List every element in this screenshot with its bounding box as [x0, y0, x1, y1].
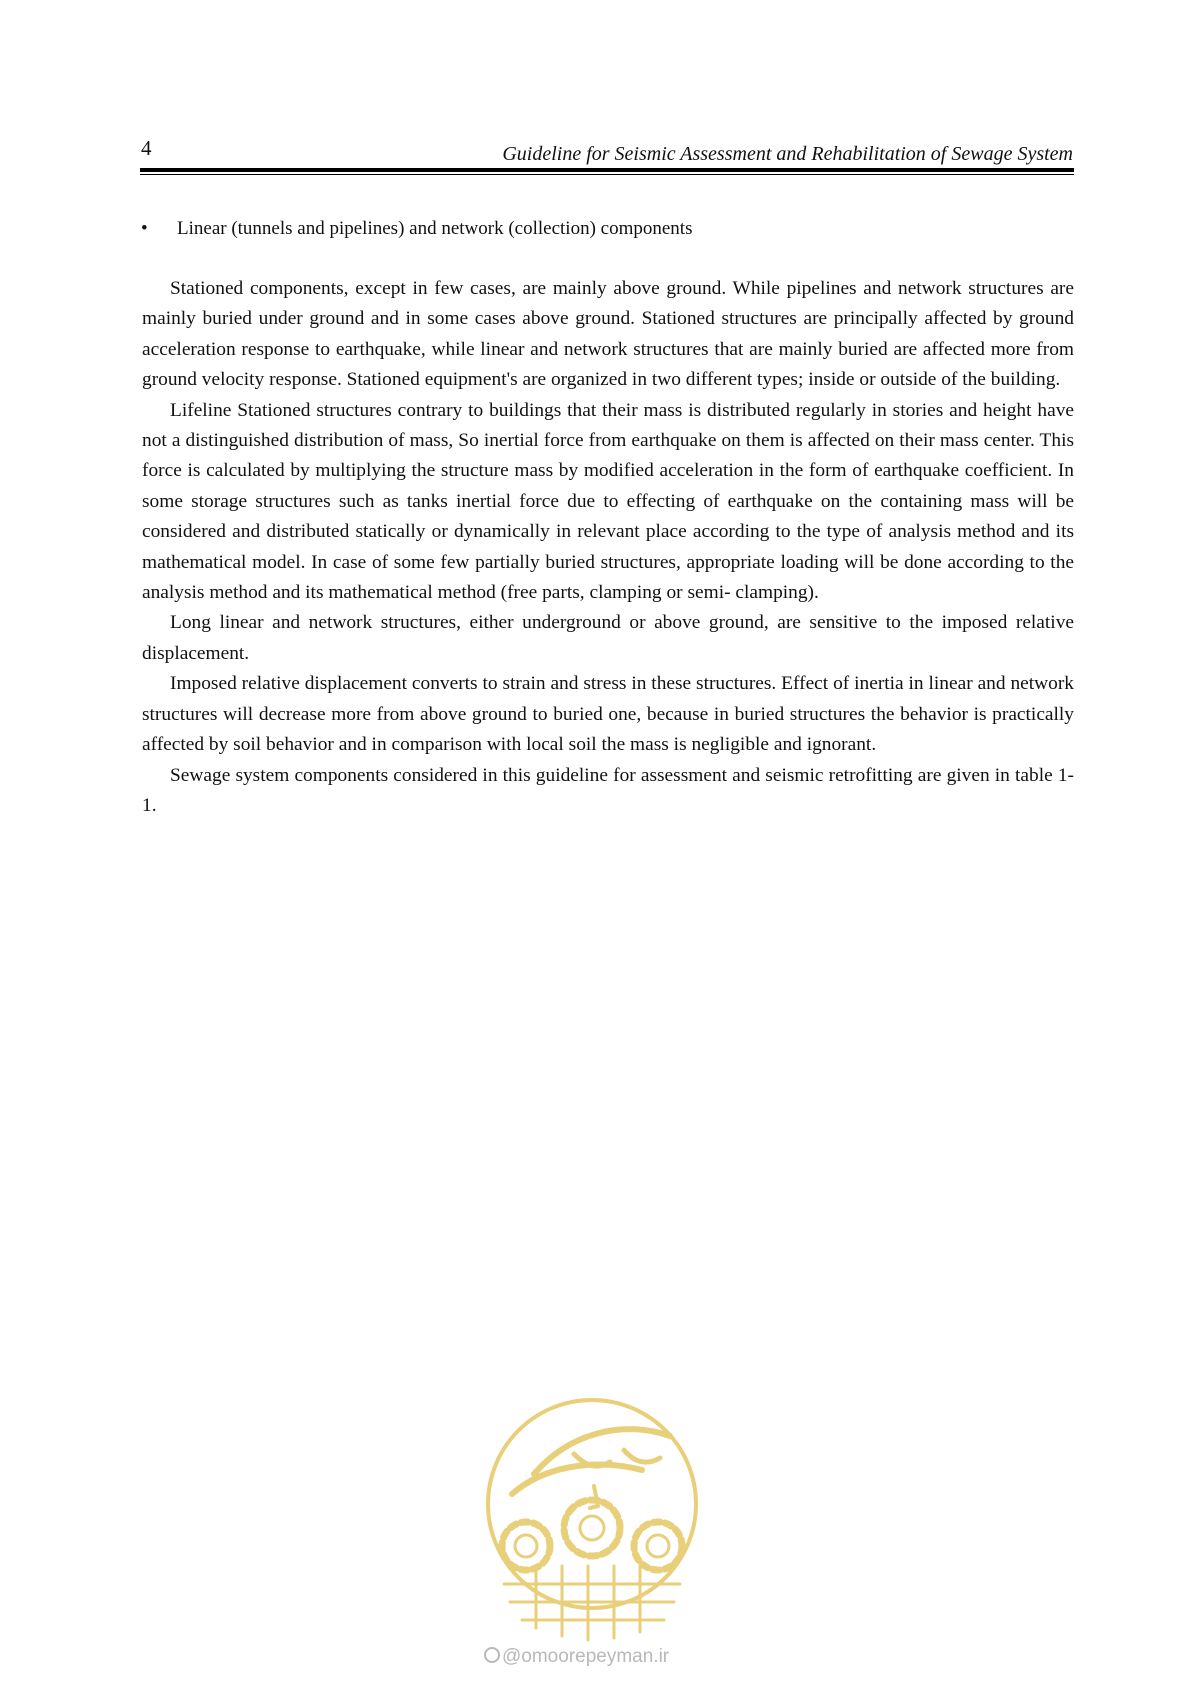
paragraph-sewage-components: Sewage system components considered in this guideline for assessment and seismic retrofitting are given in table 1-1. — [142, 764, 1074, 816]
body-text — [142, 274, 1074, 821]
paragraph-lifeline-structures: Lifeline Stationed structures contrary to buildings that their mass is distributed regularly in stories and height have not a distinguished distribution of mass, So inertial force from earthquake on them is affected on their mass center. This force is calculated by multiplying the structure mass by modified acceleration in the form of earthquake coefficient. In some storage structures such as tanks inertial force due to effecting of earthquake on the containing mass will be considered and distributed statically or dynamically in relevant place according to the type of analysis method and its mathematical model. In case of some few partially buried structures, appropriate loading will be done according to the analysis method and its mathematical method (free parts, clamping or semi- clamping). — [142, 399, 1074, 604]
paragraph-stationed-components: Stationed components, except in few cases, are mainly above ground. While pipelines and network structures are mainly buried under ground and in some cases above ground. Stationed structures are principally affected by ground acceleration response to earthquake, while linear and network structures that are mainly buried are affected more from ground velocity response. Stationed equipment's are organized in two different types; inside or outside of the building. — [142, 278, 1074, 391]
page-number: 4 — [141, 136, 152, 160]
bullet-text: Linear (tunnels and pipelines) and network (collection) components — [177, 218, 693, 239]
watermark-logo — [474, 1396, 714, 1676]
bullet-marker: • — [141, 218, 148, 239]
paragraph-long-linear-structures: Long linear and network structures, either underground or above ground, are sensitive to the imposed relative displacement. — [142, 612, 1074, 664]
watermark-caption-text: @omoorepeyman.ir — [502, 1646, 670, 1667]
running-header-title: Guideline for Seismic Assessment and Rehabilitation of Sewage System — [502, 143, 1073, 165]
paragraph-imposed-displacement: Imposed relative displacement converts to strain and stress in these structures. Effect of inertia in linear and network structures will decrease more from above ground to buried one, because in buried structures the behavior is practically affected by soil behavior and in comparison with local soil the mass is negligible and ignorant. — [142, 673, 1074, 756]
omoorepeyman-seal-logo-icon — [474, 1396, 714, 1676]
header-rule-thick — [140, 168, 1074, 172]
watermark-caption — [485, 1646, 670, 1667]
bullet-item — [141, 216, 1071, 242]
header-rule-thin — [140, 174, 1074, 175]
